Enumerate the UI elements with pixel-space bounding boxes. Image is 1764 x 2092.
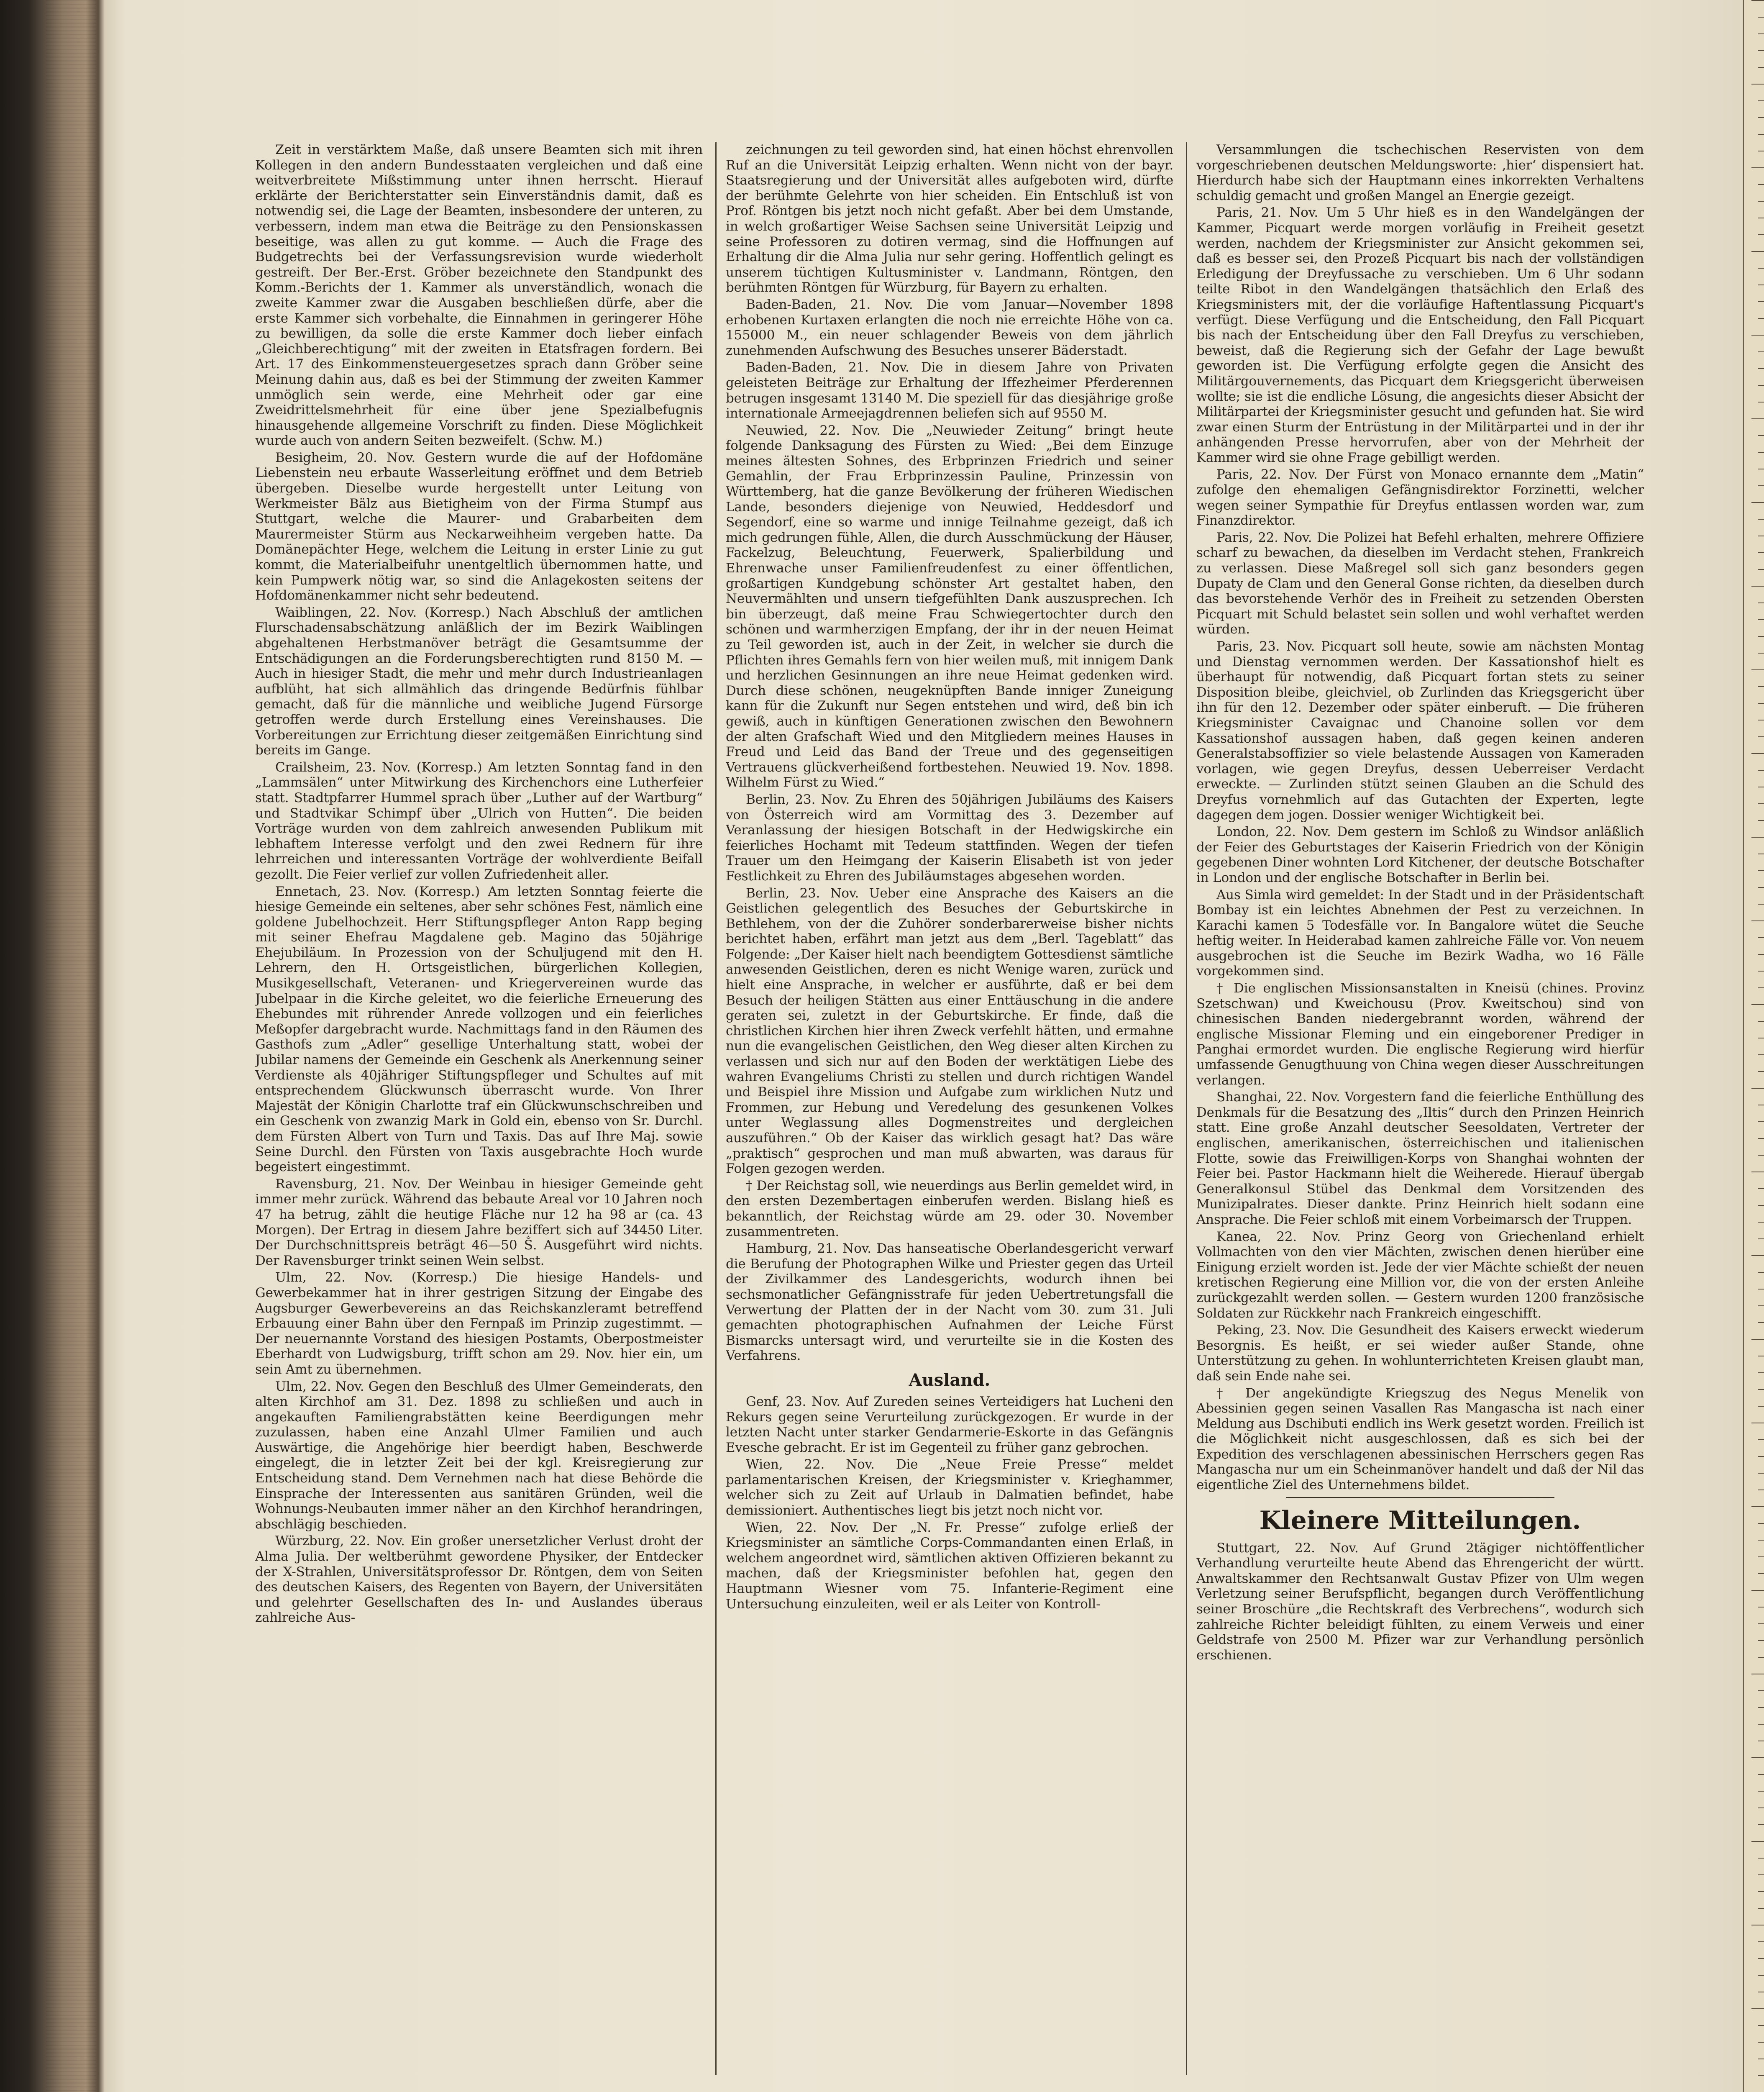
ruler-tick xyxy=(1751,1841,1764,1842)
ruler-tick xyxy=(1758,318,1764,319)
ruler-tick xyxy=(1758,619,1764,620)
ruler-tick xyxy=(1758,1690,1764,1691)
scan-ruler xyxy=(1743,0,1764,2092)
article-paragraph: Paris, 22. Nov. Die Polizei hat Befehl erhalten, mehrere Offiziere scharf zu bewachen, da dieselben im Verdacht stehen, Frankreich zu verlassen. Diese Maßregel soll sich ganz besonders gegen Dupaty de Clam und den General Gonse richten, da dieselben durch das bevorstehende Verhör des in Freiheit zu setzenden Obersten Picquart mit Schuld belastet sein sollen und wohl verhaftet werden würden. xyxy=(1196,530,1644,637)
ruler-tick xyxy=(1758,971,1764,972)
ruler-tick xyxy=(1758,1774,1764,1775)
ruler-tick xyxy=(1758,1707,1764,1708)
ruler-tick xyxy=(1758,201,1764,202)
article-paragraph: Paris, 22. Nov. Der Fürst von Monaco ernannte dem „Matin“ zufolge den ehemaligen Gefängnisdirektor Forzinetti, welcher wegen seiner Sympathie für Dreyfus entlassen worden war, zum Finanzdirektor. xyxy=(1196,467,1644,528)
ruler-tick xyxy=(1758,1456,1764,1457)
ruler-tick xyxy=(1758,268,1764,269)
ruler-tick xyxy=(1758,1807,1764,1808)
ruler-tick xyxy=(1758,770,1764,771)
section-heading: Ausland. xyxy=(909,1370,991,1390)
ruler-tick xyxy=(1758,117,1764,118)
ruler-tick xyxy=(1758,1573,1764,1574)
ruler-tick xyxy=(1758,1874,1764,1875)
ruler-tick xyxy=(1751,586,1764,587)
ruler-tick xyxy=(1758,134,1764,135)
article-paragraph: Ravensburg, 21. Nov. Der Weinbau in hiesiger Gemeinde geht immer mehr zurück. Während das bebaute Areal vor 10 Jahren noch 47 ha betrug, zählt die heutige Fläche nur 12 ha 98 ar (ca. 43 Morgen). Der Ertrag in diesem Jahre beziffert sich auf 34450 Liter. Der Durchschnittspreis beträgt 46—50 Ṧ. Ausgeführt wird nichts. Der Ravensburger trinkt seinen Wein selbst. xyxy=(255,1176,703,1268)
ruler-tick xyxy=(1751,502,1764,503)
ruler-tick xyxy=(1751,920,1764,921)
ruler-tick xyxy=(1751,167,1764,168)
ruler-tick xyxy=(1758,1908,1764,1909)
ruler-tick xyxy=(1758,50,1764,51)
ruler-tick xyxy=(1758,2075,1764,2076)
ruler-tick xyxy=(1758,870,1764,871)
ruler-tick xyxy=(1758,1824,1764,1825)
ruler-tick xyxy=(1758,402,1764,403)
ruler-tick xyxy=(1751,84,1764,85)
column-rule xyxy=(1186,142,1187,2075)
ruler-tick xyxy=(1758,1188,1764,1189)
article-paragraph: Hamburg, 21. Nov. Das hanseatische Oberlandesgericht verwarf die Berufung der Photographen Wilke und Priester gegen das Urteil der Zivilkammer des Landesgerichts, wodurch ihnen bei sechsmonatlicher Gefängnisstrafe für jeden Uebertretungsfall die Verwertung der Platten der in der Nacht vom 30. zum 31. Juli gemachten photographischen Aufnahmen der Leiche Fürst Bismarcks untersagt wird, und verurteilte sie in die Kosten des Verfahrens. xyxy=(726,1241,1173,1364)
ruler-tick xyxy=(1758,1540,1764,1541)
ruler-tick xyxy=(1758,1272,1764,1273)
ruler-tick xyxy=(1758,803,1764,804)
ruler-tick xyxy=(1751,669,1764,670)
ruler-tick xyxy=(1758,100,1764,101)
article-paragraph: London, 22. Nov. Dem gestern im Schloß zu Windsor anläßlich der Feier des Geburtstages der Kaiserin Friedrich von der Königin gegebenen Diner wohnten Lord Kitchener, der deutsche Botschafter in London und der englische Botschafter in Berlin bei. xyxy=(1196,824,1644,885)
ruler-tick xyxy=(1758,1289,1764,1290)
article-paragraph: Ennetach, 23. Nov. (Korresp.) Am letzten Sonntag feierte die hiesige Gemeinde ein seltenes, aber sehr schönes Fest, nämlich eine goldene Jubelhochzeit. Herr Stiftungspfleger Anton Rapp beging mit seiner Ehefrau Magdalene geb. Magino das 50jährige Ehejubiläum. In Prozession von der Schuljugend mit den H. Lehrern, den H. Ortsgeistlichen, bürgerlichen Kollegien, Musikgesellschaft, Veteranen- und Kriegervereinen wurde das Jubelpaar in die Kirche geleitet, wo die feierliche Erneuerung des Ehebundes mit rührender Anrede vollzogen und ein feierliches Meßopfer dargebracht wurde. Nachmittags fand in den Räumen des Gasthofs zum „Adler“ gesellige Unterhaltung statt, wobei der Jubilar namens der Gemeinde ein Geschenk als Anerkennung seiner Verdienste als 40jähriger Stiftungspfleger und Schultes auf mit entsprechendem Glückwunsch überrascht wurde. Von Ihrer Majestät der Königin Charlotte traf ein Glückwunschschreiben und ein Geschenk von zwanzig Mark in Gold ein, ebenso von Sr. Durchl. dem Fürsten Albert von Turn und Taxis. Das auf Ihre Maj. sowie Seine Durchl. den Fürsten von Taxis ausgebrachte Hoch wurde begeistert eingestimmt. xyxy=(255,884,703,1175)
column-1 xyxy=(255,142,703,2075)
ruler-tick xyxy=(1758,519,1764,520)
ruler-tick xyxy=(1758,1556,1764,1557)
ruler-tick xyxy=(1758,1138,1764,1139)
ruler-tick xyxy=(1758,1238,1764,1239)
ruler-tick xyxy=(1758,1791,1764,1792)
ruler-tick xyxy=(1758,1372,1764,1373)
ruler-tick xyxy=(1758,1891,1764,1892)
ruler-tick xyxy=(1758,987,1764,988)
article-paragraph: Baden-Baden, 21. Nov. Die in diesem Jahre von Privaten geleisteten Beiträge zur Erhaltung der Iffezheimer Pferderennen betrugen insgesamt 13140 M. Die speziell für das diesjährige große internationale Armeejagdrennen beliefen sich auf 9550 M. xyxy=(726,360,1173,421)
article-paragraph: Berlin, 23. Nov. Zu Ehren des 50jährigen Jubiläums des Kaisers von Österreich wird am Vormittag des 3. Dezember auf Veranlassung der hiesigen Botschaft in der Hedwigskirche ein feierliches Hochamt mit Tedeum stattfinden. Wegen der tiefen Trauer um den Heimgang der Kaiserin Elisabeth ist von jeder Festlichkeit zu Ehren des Jubiläumstages abgesehen worden. xyxy=(726,792,1173,884)
ruler-tick xyxy=(1758,1389,1764,1390)
ruler-tick xyxy=(1758,703,1764,704)
ruler-tick xyxy=(1758,1071,1764,1072)
ruler-tick xyxy=(1758,1021,1764,1022)
ruler-tick xyxy=(1751,1590,1764,1591)
ruler-tick xyxy=(1758,1657,1764,1658)
ruler-tick xyxy=(1758,686,1764,687)
ruler-tick xyxy=(1758,1205,1764,1206)
article-paragraph: † Der Reichstag soll, wie neuerdings aus Berlin gemeldet wird, in den ersten Dezembertagen einberufen werden. Bislang hieß es bekanntlich, der Reichstag würde am 29. oder 30. November zusammentreten. xyxy=(726,1178,1173,1239)
article-paragraph: Paris, 23. Nov. Picquart soll heute, sowie am nächsten Montag und Dienstag vernommen werden. Der Kassationshof hielt es überhaupt für notwendig, daß Picquart fortan stets zu seiner Disposition bleibe, gleichviel, ob Zurlinden das Kriegsgericht über ihn für den 12. Dezember oder später einberuft. — Die früheren Kriegsminister Cavaignac und Chanoine sollen vor dem Kassationshof aussagen haben, daß gegen keinen anderen Generalstabsoffizier so viele belastende Aussagen von Kameraden vorlagen, wie gegen Dreyfus, dessen Ueberreiser Verdacht erweckte. — Zurlinden stützt seinen Glauben an die Schuld des Dreyfus vornehmlich auf das Gutachten der Experten, legte dagegen dem jogen. Dossier weniger Wichtigkeit bei. xyxy=(1196,639,1644,823)
ruler-tick xyxy=(1758,1473,1764,1474)
article-paragraph: Stuttgart, 22. Nov. Auf Grund 2tägiger nichtöffentlicher Verhandlung verurteilte heute Abend das Ehrengericht der württ. Anwaltskammer den Rechtsanwalt Gustav Pfizer von Ulm wegen Verletzung seiner Berufspflicht, begangen durch Veröffentlichung seiner Broschüre „die Rechtskraft des Verbrechens“, wodurch sich zahlreiche Richter beleidigt fühlten, zu einem Verweis und einer Geldstrafe von 2500 M. Pfizer war zur Verhandlung persönlich erschienen. xyxy=(1196,1540,1644,1663)
article-paragraph: Shanghai, 22. Nov. Vorgestern fand die feierliche Enthüllung des Denkmals für die Besatzung des „Iltis“ durch den Prinzen Heinrich statt. Eine große Anzahl deutscher Seesoldaten, Vertreter der englischen, amerikanischen, österreichischen und italienischen Flotte, sowie das Freiwilligen-Korps von Shanghai wohnten der Feier bei. Pastor Hackmann hielt die Weiherede. Hierauf übergab Generalkonsul Stübel das Denkmal dem Vorsitzenden des Munizipalrates. Dieser dankte. Prinz Heinrich hielt sodann eine Ansprache. Die Feier schloß mit einem Vorbeimarsch der Truppen. xyxy=(1196,1090,1644,1227)
ruler-tick xyxy=(1758,653,1764,654)
newspaper-page xyxy=(255,142,1644,2067)
article-paragraph: zeichnungen zu teil geworden sind, hat einen höchst ehrenvollen Ruf an die Universität Leipzig erhalten. Wenn nicht von der bayr. Staatsregierung und der Universität alles aufgeboten wird, dürfte der berühmte Gelehrte von hier scheiden. Ein Entschluß ist von Prof. Röntgen bis jetzt noch nicht gefaßt. Aber bei dem Umstande, in welch großartiger Weise Sachsen seine Universität Leipzig und seine Professoren zu dotiren vermag, sind die Hoffnungen auf Erhaltung dir die Alma Julia nur sehr gering. Hoffentlich gelingt es unserem tüchtigen Kultusminister v. Landmann, Röntgen, den berühmten Röntgen für Würzburg, für Bayern zu erhalten. xyxy=(726,142,1173,295)
ruler-tick xyxy=(1751,1255,1764,1256)
article-paragraph: Peking, 23. Nov. Die Gesundheit des Kaisers erweckt wiederum Besorgnis. Es heißt, er sei wieder außer Stande, ohne Unterstützung zu gehen. In wohlunterrichteten Kreisen glaubt man, daß sein Ende nahe sei. xyxy=(1196,1323,1644,1384)
ruler-tick xyxy=(1758,820,1764,821)
article-paragraph: Crailsheim, 23. Nov. (Korresp.) Am letzten Sonntag fand in den „Lammsälen“ unter Mitwirkung des Kirchenchors eine Lutherfeier statt. Stadtpfarrer Hummel sprach über „Luther auf der Wartburg“ und Stadtvikar Schimpf über „Ulrich von Hutten“. Die beiden Vorträge wurden von dem zahlreich anwesenden Publikum mit lebhaftem Interesse verfolgt und den zwei Rednern für ihre lehrreichen und interessanten Vorträge der wohlverdiente Beifall gezollt. Die Feier verlief zur vollen Zufriedenheit aller. xyxy=(255,759,703,882)
article-paragraph: Kanea, 22. Nov. Prinz Georg von Griechenland erhielt Vollmachten von den vier Mächten, zwischen denen hierüber eine Einigung erzielt worden ist. Jede der vier Mächte schießt der neuen kretischen Regierung eine Million vor, die von der ersten Anleihe zurückgezahlt werden sollen. — Gestern wurden 1200 französische Soldaten zur Rückkehr nach Frankreich eingeschifft. xyxy=(1196,1229,1644,1321)
article-paragraph: Zeit in verstärktem Maße, daß unsere Beamten sich mit ihren Kollegen in den andern Bundesstaaten vergleichen und daß eine weitverbreitete Mißstimmung unter ihnen herrscht. Hierauf erklärte der Berichterstatter sein Einverständnis damit, daß es notwendig sei, die Lage der Beamten, insbesondere der unteren, zu verbessern, indem man etwa die Beiträge zu den Pensionskassen beseitige, was allen zu gut komme. — Auch die Frage des Budgetrechts bei der Verfassungsrevision wurde wiederholt gestreift. Der Ber.-Erst. Gröber bezeichnete den Standpunkt des Komm.-Berichts der 1. Kammer als unverständlich, wonach die zweite Kammer zwar die Ausgaben beschließen dürfe, aber die erste Kammer sich vorbehalte, die Einnahmen in geringerer Höhe zu bewilligen, da solle die erste Kammer doch lieber einfach „Gleichberechtigung“ mit der zweiten in Etatsfragen fordern. Bei Art. 17 des Einkommensteuergesetzes sprach dann Gröber seine Meinung dahin aus, daß es bei der Stimmung der zweiten Kammer unmöglich sein werde, eine Mehrheit oder gar eine Zweidrittelsmehrheit für eine über jene Spezialbefugnis hinausgehende allgemeine Vorschrift zu finden. Diese Möglichkeit wurde auch von andern Seiten bezweifelt. (Schw. M.) xyxy=(255,142,703,449)
article-paragraph: Ulm, 22. Nov. Gegen den Beschluß des Ulmer Gemeinderats, den alten Kirchhof am 31. Dez. 1898 zu schließen und auch in angekauften Familiengrabstätten keine Beerdigungen mehr zuzulassen, haben eine Anzahl Ulmer Familien und auch Auswärtige, die Angehörige hier beerdigt haben, Beschwerde eingelegt, die in letzter Zeit bei der kgl. Kreisregierung zur Entscheidung stand. Dem Vernehmen nach hat diese Behörde die Einsprache der Interessenten aus sanitären Gründen, weil die Wohnungs-Neubauten immer näher an den Kirchhof herandringen, abschlägig beschieden. xyxy=(255,1379,703,1532)
ruler-tick xyxy=(1758,1439,1764,1440)
ruler-tick xyxy=(1751,1506,1764,1507)
ruler-tick xyxy=(1758,887,1764,888)
ruler-tick xyxy=(1758,636,1764,637)
column-2 xyxy=(726,142,1173,2075)
ruler-tick xyxy=(1751,1004,1764,1005)
ruler-tick xyxy=(1751,0,1764,1)
ruler-tick xyxy=(1758,184,1764,185)
ruler-tick xyxy=(1758,67,1764,68)
ruler-tick xyxy=(1758,351,1764,352)
section-divider xyxy=(1286,1497,1554,1498)
ruler-tick xyxy=(1758,1406,1764,1407)
column-rule xyxy=(715,142,717,2075)
article-paragraph: Baden-Baden, 21. Nov. Die vom Januar—November 1898 erhobenen Kurtaxen erlangten die noch nie erreichte Höhe von ca. 155000 M., ein neuer schlagender Beweis von dem jährlich zunehmenden Aufschwung des Besuches unserer Bäderstadt. xyxy=(726,297,1173,358)
article-paragraph: † Der angekündigte Kriegszug des Negus Menelik von Abessinien gegen seinen Vasallen Ras Mangascha ist nach einer Meldung aus Dschibuti endlich ins Werk gesetzt worden. Freilich ist die Möglichkeit nicht ausgeschlossen, daß es sich bei der Expedition des verschlagenen abessinischen Herrschers gegen Ras Mangascha nur um ein Scheinmanöver handelt und daß der Nil das eigentliche Ziel des Unternehmens bildet. xyxy=(1196,1385,1644,1493)
article-paragraph: Wien, 22. Nov. Der „N. Fr. Presse“ zufolge erließ der Kriegsminister an sämtliche Corps-Commandanten einen Erlaß, in welchem angeordnet wird, sämtlichen aktiven Offizieren bekannt zu machen, daß der Kriegsminister befohlen hat, gegen den Hauptmann Wiesner vom 75. Infanterie-Regiment eine Untersuchung einzuleiten, weil er als Leiter von Kontroll- xyxy=(726,1520,1173,1612)
ruler-tick xyxy=(1758,1054,1764,1055)
article-paragraph: Versammlungen die tschechischen Reservisten von dem vorgeschriebenen deutschen Meldungsworte: ‚hier‘ dispensiert hat. Hierdurch habe sich der Hauptmann eines inkorrekten Verhaltens schuldig gemacht und großen Mangel an Energie gezeigt. xyxy=(1196,142,1644,203)
ruler-tick xyxy=(1758,1975,1764,1976)
ruler-tick xyxy=(1758,1724,1764,1725)
ruler-tick xyxy=(1758,1121,1764,1122)
ruler-tick xyxy=(1758,485,1764,486)
section-heading: Kleinere Mitteilungen. xyxy=(1259,1505,1581,1535)
ruler-tick xyxy=(1758,2025,1764,2026)
article-paragraph: Besigheim, 20. Nov. Gestern wurde die auf der Hofdomäne Liebenstein neu erbaute Wasserleitung eröffnet und dem Betrieb übergeben. Dieselbe wurde hergestellt unter Leitung von Werkmeister Bälz aus Bietigheim von der Firma Stumpf aus Stuttgart, welche die Maurer- und Grabarbeiten dem Maurermeister Stürm aus Neckarweihheim vergeben hatte. Da Domänepächter Hege, welchem die Leitung in erster Linie zu gut kommt, die Materialbeifuhr unentgeltlich übernommen hatte, und kein Pumpwerk nötig war, so sind die Anlagekosten seitens der Hofdomänenkammer nicht sehr bedeutend. xyxy=(255,450,703,603)
ruler-tick xyxy=(1758,452,1764,453)
ruler-tick xyxy=(1758,1640,1764,1641)
ruler-tick xyxy=(1758,904,1764,905)
article-paragraph: Waiblingen, 22. Nov. (Korresp.) Nach Abschluß der amtlichen Flurschadensabschätzung anläßlich der im Bezirk Waiblingen abgehaltenen Herbstmanöver beträgt die Gesamtsumme der Entschädigungen an die Forderungsberechtigten rund 8150 M. — Auch in hiesiger Stadt, die mehr und mehr durch Industrieanlagen aufblüht, hat sich allmählich das dringende Bedürfnis fühlbar gemacht, daß für die männliche und weibliche Jugend Fürsorge getroffen werde durch Erstellung eines Vereinshauses. Die Vorbereitungen zur Errichtung dieser zeitgemäßen Einrichtung sind bereits im Gange. xyxy=(255,605,703,758)
article-paragraph: Ulm, 22. Nov. (Korresp.) Die hiesige Handels- und Gewerbekammer hat in ihrer gestrigen Sitzung der Eingabe des Augsburger Gewerbevereins an das Reichskanzleramt betreffend Erbauung einer Bahn über den Fernpaß im Prinzip zugestimmt. — Der neuernannte Vorstand des hiesigen Postamts, Oberpostmeister Eberhardt von Ludwigsburg, trifft schon am 29. Nov. hier ein, um sein Amt zu übernehmen. xyxy=(255,1270,703,1377)
ruler-tick xyxy=(1758,937,1764,938)
ruler-tick xyxy=(1758,435,1764,436)
ruler-tick xyxy=(1758,569,1764,570)
article-paragraph: Wien, 22. Nov. Die „Neue Freie Presse“ meldet parlamentarischen Kreisen, der Kriegsminister v. Krieghammer, welcher sich zu Zeit auf Urlaub in Dalmatien befindet, habe demissioniert. Authentisches liegt bis jetzt noch nicht vor. xyxy=(726,1457,1173,1518)
ruler-tick xyxy=(1758,1523,1764,1524)
ruler-tick xyxy=(1758,552,1764,553)
article-paragraph: Paris, 21. Nov. Um 5 Uhr hieß es in den Wandelgängen der Kammer, Picquart werde morgen vorläufig in Freiheit gesetzt werden, nachdem der Kriegsminister zur Ansicht gekommen sei, daß es besser sei, den Prozeß Picquart bis nach der vollständigen Erledigung der Dreyfussache zu verschieben. Um 6 Uhr sodann teilte Ribot in den Wandelgängen thatsächlich den Erlaß des Kriegsministers mit, der die vorläufige Haftentlassung Picquart's verfügt. Diese Verfügung und die Entscheidung, den Fall Picquart bis nach der Entscheidung über den Fall Dreyfus zu verschieben, beweist, daß die Regierung sich der Gefahr der Lage bewußt geworden ist. Die Verfügung erfolgte gegen die Ansicht des Militärgouvernements, das Picquart dem Kriegsgericht überweisen wollte; sie ist die endliche Lösung, die angesichts dieser Absicht der Militärpartei der Kriegsminister gesucht und gefunden hat. Sie wird zwar einen Sturm der Entrüstung in der Militärpartei und in der ihr anhängenden Presse hervorrufen, aber von der Mehrheit der Kammer wird sie ohne Frage gebilligt werden. xyxy=(1196,205,1644,465)
column-3 xyxy=(1196,142,1644,2075)
ruler-tick xyxy=(1751,418,1764,419)
ruler-tick xyxy=(1758,1623,1764,1624)
article-paragraph: Genf, 23. Nov. Auf Zureden seines Verteidigers hat Lucheni den Rekurs gegen seine Verurteilung zurückgezogen. Er wurde in der letzten Nacht unter starker Gendarmerie-Eskorte in das Gefängnis Evesche gebracht. Er ist im Gegenteil zu früher ganz gebrochen. xyxy=(726,1394,1173,1455)
ruler-tick xyxy=(1758,2042,1764,2043)
ruler-tick xyxy=(1758,1858,1764,1859)
ruler-tick xyxy=(1758,736,1764,737)
ruler-tick xyxy=(1758,1941,1764,1942)
book-binding-edge xyxy=(46,0,96,2092)
ruler-tick xyxy=(1758,33,1764,34)
ruler-tick xyxy=(1758,301,1764,302)
ruler-tick xyxy=(1758,1155,1764,1156)
ruler-tick xyxy=(1751,753,1764,754)
ruler-tick xyxy=(1751,1088,1764,1089)
article-paragraph: Würzburg, 22. Nov. Ein großer unersetzlicher Verlust droht der Alma Julia. Der weltberühmt gewordene Physiker, der Entdecker der X-Strahlen, Universitätsprofessor Dr. Röntgen, dem von Seiten des deutschen Kaisers, des Regenten von Bayern, der Universitäten und gelehrter Gesellschaften des In- und Auslandes überaus zahlreiche Aus- xyxy=(255,1533,703,1625)
ruler-tick xyxy=(1751,251,1764,252)
article-paragraph: Berlin, 23. Nov. Ueber eine Ansprache des Kaisers an die Geistlichen gelegentlich des Besuches der Geburtskirche in Bethlehem, von der die Zuhörer sonderbarerweise bisher nichts berichtet haben, erfährt man jetzt aus dem „Berl. Tageblatt“ das Folgende: „Der Kaiser hielt nach beendigtem Gottesdienst sämtliche anwesenden Geistlichen, deren es nicht Wenige waren, zurück und hielt eine Ansprache, in welcher er ausführte, daß er bei dem Besuch der heiligen Stätten aus einer Enttäuschung in die andere geraten sei, zuletzt in der Geburtskirche. Er finde, daß die christlichen Kirchen hier ihren Zweck verfehlt hätten, und ermahne nun die evangelischen Geistlichen, den Weg dieser alten Kirchen zu verlassen und sich nur auf den Boden der werktätigen Liebe des wahren Evangeliums Christi zu stellen und durch richtigen Wandel und Beispiel ihre Mission und Aufgabe zum wirklichen Nutz und Frommen, zur Hebung und Veredelung des gesunkenen Volkes unter Weglassung alles Dogmenstreites und dergleichen auszuführen.“ Ob der Kaiser das wirklich gesagt hat? Das wäre „praktisch“ gesprochen und man muß abwarten, was daraus für Folgen gezogen werden. xyxy=(726,885,1173,1177)
article-paragraph: Neuwied, 22. Nov. Die „Neuwieder Zeitung“ bringt heute folgende Danksagung des Fürsten zu Wied: „Bei dem Einzuge meines ältesten Sohnes, des Erbprinzen Friedrich und seiner Gemahlin, der Frau Erbprinzessin Pauline, Prinzessin von Württemberg, hat die ganze Bevölkerung der früheren Wiedischen Lande, besonders diejenige von Neuwied, Heddesdorf und Segendorf, eine so warme und innige Teilnahme gezeigt, daß ich mich gedrungen fühle, Allen, die durch Ausschmückung der Häuser, Fackelzug, Beleuchtung, Feuerwerk, Spalierbildung und Ehrenwache unser Familienfreudenfest zu einer öffentlichen, großartigen Kundgebung schönster Art gestaltet haben, den Neuvermählten und unsern tiefgefühlten Dank auszusprechen. Ich bin überzeugt, daß meine Frau Schwiegertochter durch den schönen und warmherzigen Empfang, der ihr in der neuen Heimat zu Teil geworden ist, auch in der Zeit, in welcher sie durch die Pflichten ihres Gemahls fern von hier weilen muß, mit innigem Dank und herzlichen Gesinnungen an ihre neue Heimat gedenken wird. Durch diese schönen, neugeknüpften Bande inniger Zuneigung kann für die Zukunft nur Segen entstehen und wird, deß bin ich gewiß, auch in künftigen Generationen zwischen den Bewohnern der alten Grafschaft Wied und den Mitgliedern meines Hauses in Freud und Leid das Band der Treue und des gegenseitigen Vertrauens glückverheißend fortbestehen. Neuwied 19. Nov. 1898. Wilhelm Fürst zu Wied.“ xyxy=(726,423,1173,790)
ruler-tick xyxy=(1758,17,1764,18)
article-paragraph: Aus Simla wird gemeldet: In der Stadt und in der Präsidentschaft Bombay ist ein leichtes Abnehmen der Pest zu verzeichnen. In Karachi kamen 5 Todesfälle vor. In Bangalore wütet die Seuche heftig weiter. In Heiderabad kamen zahlreiche Fälle vor. Von neuem ausgebrochen ist die Seuche im Bezirk Wadha, wo 16 Fälle vorgekommen sind. xyxy=(1196,887,1644,979)
ruler-tick xyxy=(1751,837,1764,838)
ruler-tick xyxy=(1758,1958,1764,1959)
ruler-tick xyxy=(1758,1222,1764,1223)
ruler-tick xyxy=(1758,368,1764,369)
ruler-tick xyxy=(1758,1322,1764,1323)
ruler-tick xyxy=(1751,1339,1764,1340)
ruler-tick xyxy=(1758,1305,1764,1306)
article-paragraph: † Die englischen Missionsanstalten in Kneisü (chines. Provinz Szetschwan) und Kweichousu (Prov. Kweitschou) sind von chinesischen Banden niedergebrannt worden, während der englische Missionar Fleming und ein eingeborener Prediger in Panghai ermordet wurden. Die englische Regierung wird hierfür umfassende Genugthuung von China wegen dieser Ausschreitungen verlangen. xyxy=(1196,981,1644,1088)
ruler-tick xyxy=(1758,954,1764,955)
ruler-tick xyxy=(1758,602,1764,603)
ruler-tick xyxy=(1758,385,1764,386)
ruler-tick xyxy=(1758,234,1764,235)
ruler-tick xyxy=(1751,1757,1764,1758)
ruler-tick xyxy=(1751,335,1764,336)
ruler-tick xyxy=(1751,2008,1764,2009)
